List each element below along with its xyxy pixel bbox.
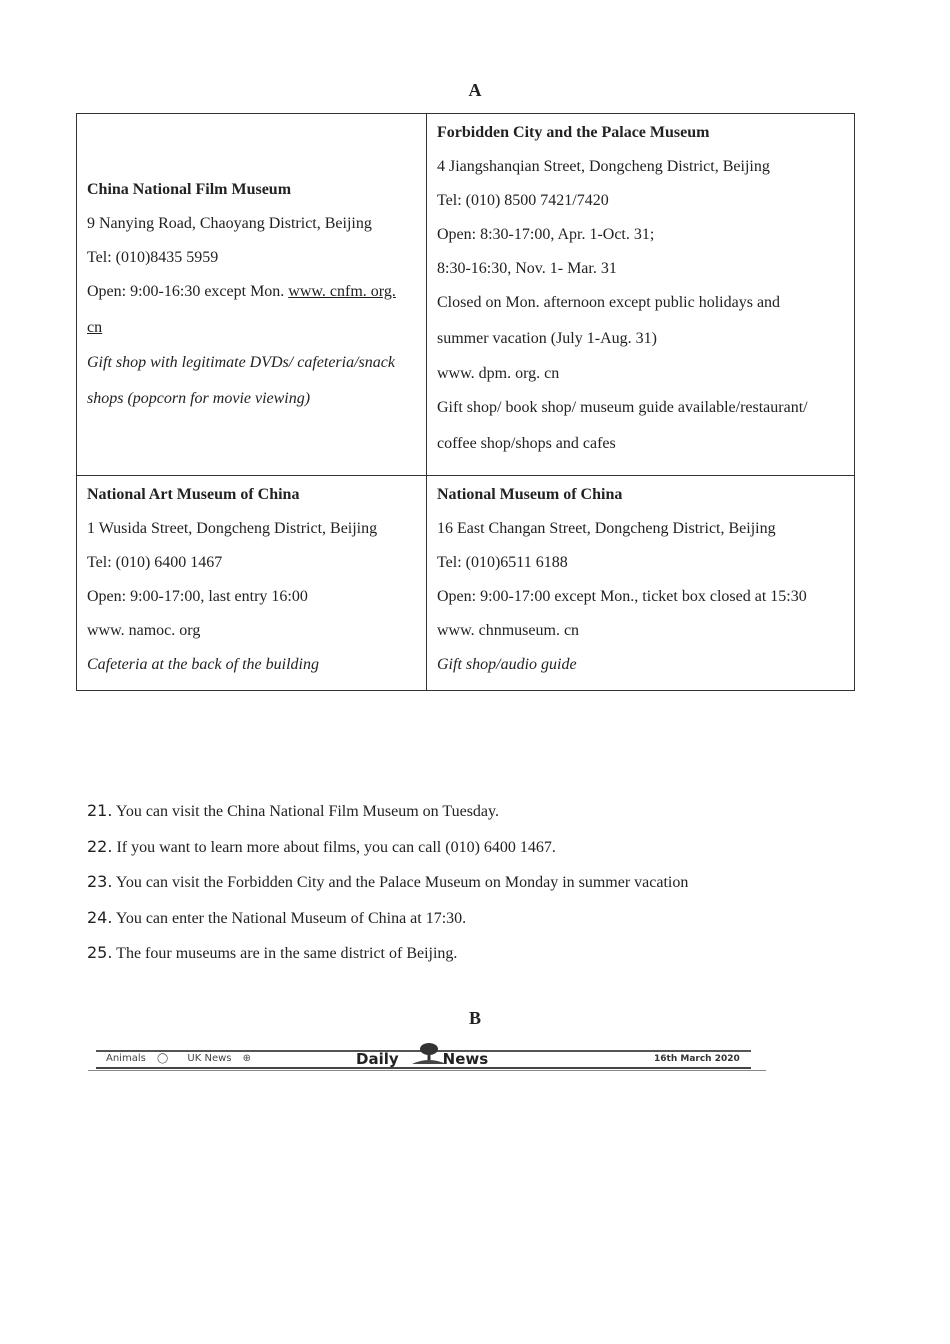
open-hours-text: Open: 9:00-16:30 except Mon. xyxy=(87,282,289,300)
question-text: The four museums are in the same district of Beijing. xyxy=(116,945,458,963)
museum-open-hours: Open: 8:30-17:00, Apr. 1-Oct. 31; xyxy=(437,226,655,243)
museum-website: www. namoc. org xyxy=(87,622,201,639)
museum-website: www. dpm. org. cn xyxy=(437,365,560,382)
museum-facilities: Gift shop/audio guide xyxy=(437,656,577,673)
question-number: 24. xyxy=(87,907,113,927)
question-text: You can visit the Forbidden City and the Palace Museum on Monday in summer vacation xyxy=(115,874,689,892)
museum-cell-art xyxy=(77,476,427,691)
museum-tel: Tel: (010)8435 5959 xyxy=(87,248,219,266)
museum-address: 9 Nanying Road, Chaoyang District, Beijing xyxy=(87,214,372,232)
museum-cell-national xyxy=(427,476,855,691)
museum-facilities: Gift shop/ book shop/ museum guide available/restaurant/ xyxy=(437,399,808,416)
banner-nav xyxy=(106,1053,267,1064)
question-text: You can enter the National Museum of China at 17:30. xyxy=(115,909,467,927)
museum-website-link[interactable]: www. cnfm. org. xyxy=(288,282,396,300)
section-a-title: A xyxy=(468,80,482,100)
question-text: If you want to learn more about films, you can call (010) 6400 1467. xyxy=(116,838,556,856)
nav-label: UK News xyxy=(187,1053,232,1064)
circle-icon: ◯ xyxy=(157,1053,169,1064)
question-item xyxy=(87,794,688,830)
question-number: 23. xyxy=(87,872,113,892)
museum-website: www. chnmuseum. cn xyxy=(437,622,580,639)
question-number: 25. xyxy=(87,943,113,963)
question-number: 22. xyxy=(87,836,113,856)
nav-item-uk-news xyxy=(187,1053,259,1064)
museum-website-link-tail[interactable]: cn xyxy=(87,318,103,336)
museum-address: 1 Wusida Street, Dongcheng District, Beijing xyxy=(87,520,378,537)
museum-website-link-cont[interactable] xyxy=(87,309,416,346)
museum-facilities: Gift shop with legitimate DVDs/ cafeteria/snack xyxy=(87,353,395,371)
museum-open-hours: Open: 9:00-17:00, last entry 16:00 xyxy=(87,588,308,605)
question-list xyxy=(87,794,688,972)
museum-info-table xyxy=(76,113,855,691)
section-b-title: B xyxy=(468,1008,481,1028)
nav-item-animals xyxy=(106,1053,176,1064)
museum-facilities-cont: shops (popcorn for movie viewing) xyxy=(87,389,311,407)
daily-news-banner xyxy=(88,1042,766,1072)
museum-tel: Tel: (010) 8500 7421/7420 xyxy=(437,192,609,209)
museum-name: Forbidden City and the Palace Museum xyxy=(437,124,710,141)
question-item xyxy=(87,936,688,972)
museum-facilities-cont: coffee shop/shops and cafes xyxy=(437,435,616,452)
question-item xyxy=(87,901,688,937)
question-item xyxy=(87,830,688,866)
museum-address: 16 East Changan Street, Dongcheng District, Beijing xyxy=(437,520,776,537)
masthead-word: Daily xyxy=(356,1050,399,1068)
museum-open-hours xyxy=(87,275,416,309)
museum-address: 4 Jiangshanqian Street, Dongcheng District, Beijing xyxy=(437,158,770,175)
tree-emblem-icon xyxy=(408,1042,450,1066)
museum-name: National Art Museum of China xyxy=(87,486,300,503)
globe-icon: ⊕ xyxy=(242,1053,252,1064)
museum-tel: Tel: (010) 6400 1467 xyxy=(87,554,223,571)
banner-underline xyxy=(88,1070,766,1071)
museum-cell-film xyxy=(77,114,427,476)
masthead-word: News xyxy=(442,1050,489,1068)
museum-closed-info: Closed on Mon. afternoon except public holidays and xyxy=(437,294,781,311)
museum-open-hours-winter: 8:30-16:30, Nov. 1- Mar. 31 xyxy=(437,260,617,277)
museum-name: China National Film Museum xyxy=(87,180,292,198)
question-text: You can visit the China National Film Museum on Tuesday. xyxy=(115,803,499,820)
museum-tel: Tel: (010)6511 6188 xyxy=(437,554,568,571)
question-number: 21. xyxy=(87,801,113,820)
museum-closed-info-cont: summer vacation (July 1-Aug. 31) xyxy=(437,330,657,347)
question-item xyxy=(87,865,688,901)
museum-open-hours: Open: 9:00-17:00 except Mon., ticket box closed at 15:30 xyxy=(437,588,807,605)
banner-date: 16th March 2020 xyxy=(654,1054,740,1064)
museum-facilities: Cafeteria at the back of the building xyxy=(87,656,319,673)
museum-cell-palace xyxy=(427,114,855,476)
museum-name: National Museum of China xyxy=(437,486,623,503)
nav-label: Animals xyxy=(106,1053,146,1064)
